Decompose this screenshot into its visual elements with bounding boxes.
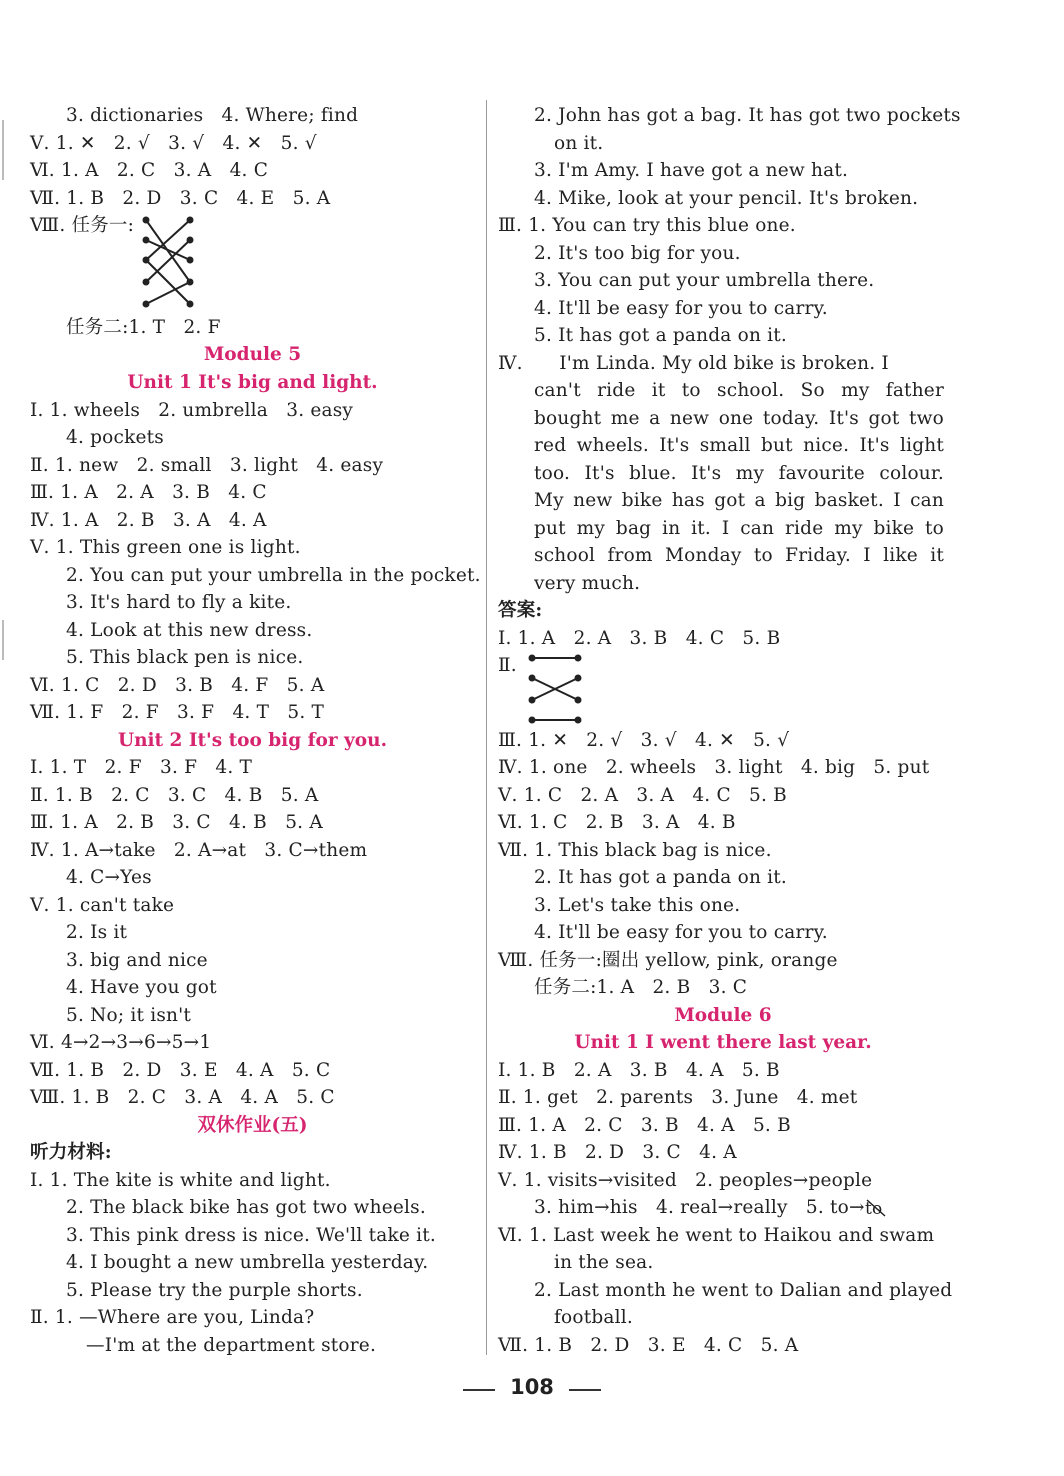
unit-heading: Unit 2 It's too big for you.: [117, 730, 388, 751]
section-heading: 双休作业(五): [197, 1115, 308, 1136]
answer-line: 3. I'm Amy. I have got a new hat.: [534, 160, 849, 181]
answer-line: Ⅳ. 1. A→take 2. A→at 3. C→them: [30, 840, 368, 861]
answer-line: Ⅳ. 1. B 2. D 3. C 4. A: [498, 1142, 737, 1163]
answer-line: Ⅶ. 1. F 2. F 3. F 4. T 5. T: [30, 702, 325, 723]
answer-line: Ⅱ. 1. new 2. small 3. light 4. easy: [30, 455, 384, 476]
answer-line: 2. Last month he went to Dalian and played: [534, 1280, 953, 1301]
answer-line: Ⅱ. 1. B 2. C 3. C 4. B 5. A: [30, 785, 319, 806]
answer-line: Ⅱ.: [498, 655, 517, 676]
answer-line: 4. Mike, look at your pencil. It's broken.: [534, 188, 919, 209]
answer-text: 3. him→his 4. real→really 5. to→: [534, 1197, 865, 1218]
answer-line: Ⅴ. 1. visits→visited 2. peoples→people: [498, 1170, 873, 1191]
passage-line: school from Monday to Friday. I like it: [534, 545, 944, 566]
answer-line: Ⅵ. 4→2→3→6→5→1: [30, 1032, 212, 1053]
answer-line: 3. Let's take this one.: [534, 895, 741, 916]
answer-line: Ⅷ. 任务一:: [30, 215, 135, 236]
answer-line: 4. pockets: [66, 427, 164, 448]
answer-line: Ⅲ. 1. ✕ 2. √ 3. √ 4. ✕ 5. √: [498, 730, 790, 751]
answer-line: —I'm at the department store.: [86, 1335, 377, 1356]
answer-line: 任务二:1. T 2. F: [66, 317, 221, 338]
matching-diagram: [528, 652, 582, 728]
answer-line: 4. C→Yes: [66, 867, 152, 888]
section-label: 答案:: [498, 600, 543, 621]
answer-line: Ⅶ. 1. B 2. D 3. E 4. A 5. C: [30, 1060, 331, 1081]
answer-line: Ⅷ. 任务一:圈出 yellow, pink, orange: [498, 950, 838, 971]
answer-line: 2. John has got a bag. It has got two pockets: [534, 105, 961, 126]
answer-line: 5. This black pen is nice.: [66, 647, 304, 668]
answer-line: 2. Is it: [66, 922, 128, 943]
footer-dash: [463, 1389, 495, 1391]
passage-line: Ⅳ. I'm Linda. My old bike is broken. I: [498, 353, 889, 374]
answer-line: [534, 1194, 887, 1221]
answer-line: Ⅴ. 1. ✕ 2. √ 3. √ 4. ✕ 5. √: [30, 133, 317, 154]
answer-line: Ⅰ. 1. wheels 2. umbrella 3. easy: [30, 400, 354, 421]
page-number: 108: [510, 1375, 554, 1399]
answer-line: Ⅱ. 1. —Where are you, Linda?: [30, 1307, 315, 1328]
answer-line: Ⅲ. 1. A 2. C 3. B 4. A 5. B: [498, 1115, 791, 1136]
answer-line: Ⅶ. 1. This black bag is nice.: [498, 840, 772, 861]
answer-line: 3. big and nice: [66, 950, 208, 971]
answer-line: 4. Have you got: [66, 977, 217, 998]
answer-line: 3. This pink dress is nice. We'll take it.: [66, 1225, 436, 1246]
footer-dash: [569, 1389, 601, 1391]
answer-line: Ⅰ. 1. T 2. F 3. F 4. T: [30, 757, 253, 778]
answer-line: Ⅲ. 1. A 2. B 3. C 4. B 5. A: [30, 812, 323, 833]
answer-line: 3. dictionaries 4. Where; find: [66, 105, 359, 126]
answer-line: Ⅴ. 1. C 2. A 3. A 4. C 5. B: [498, 785, 787, 806]
answer-line: Ⅰ. 1. A 2. A 3. B 4. C 5. B: [498, 628, 781, 649]
module-heading: Module 5: [203, 344, 302, 365]
answer-line: 3. You can put your umbrella there.: [534, 270, 875, 291]
answer-line: 2. It has got a panda on it.: [534, 867, 787, 888]
answer-line: 5. Please try the purple shorts.: [66, 1280, 363, 1301]
answer-line: Ⅲ. 1. You can try this blue one.: [498, 215, 796, 236]
answer-line: Ⅵ. 1. Last week he went to Haikou and swam: [498, 1225, 935, 1246]
passage-line: too. It's blue. It's my favourite colour.: [534, 463, 944, 484]
answer-line: 4. It'll be easy for you to carry.: [534, 922, 828, 943]
passage-line: can't ride it to school. So my father: [534, 380, 944, 401]
passage-line: very much.: [534, 573, 641, 594]
crossed-out-word: [865, 1198, 887, 1218]
answer-line: 5. It has got a panda on it.: [534, 325, 787, 346]
matching-diagram: [138, 212, 198, 312]
answer-line: Ⅱ. 1. get 2. parents 3. June 4. met: [498, 1087, 858, 1108]
section-label: 听力材料:: [30, 1142, 112, 1163]
answer-line: Ⅵ. 1. A 2. C 3. A 4. C: [30, 160, 269, 181]
answer-line: 3. It's hard to fly a kite.: [66, 592, 292, 613]
module-heading: Module 6: [674, 1005, 772, 1026]
answer-line: Ⅳ. 1. one 2. wheels 3. light 4. big 5. put: [498, 757, 930, 778]
answer-line: Ⅶ. 1. B 2. D 3. C 4. E 5. A: [30, 188, 331, 209]
answer-line: 4. It'll be easy for you to carry.: [534, 298, 828, 319]
answer-line: in the sea.: [554, 1252, 654, 1273]
passage-line: red wheels. It's small but nice. It's light: [534, 435, 944, 456]
page-footer: [0, 1375, 1064, 1399]
answer-line: Ⅵ. 1. C 2. D 3. B 4. F 5. A: [30, 675, 325, 696]
answer-line: Ⅵ. 1. C 2. B 3. A 4. B: [498, 812, 736, 833]
answer-line: Ⅷ. 1. B 2. C 3. A 4. A 5. C: [30, 1087, 335, 1108]
binding-edge-mark: [2, 120, 4, 180]
answer-line: Ⅰ. 1. B 2. A 3. B 4. A 5. B: [498, 1060, 780, 1081]
answer-line: Ⅴ. 1. This green one is light.: [30, 537, 301, 558]
answer-line: Ⅰ. 1. The kite is white and light.: [30, 1170, 331, 1191]
unit-heading: Unit 1 I went there last year.: [574, 1032, 872, 1053]
answer-line: 2. It's too big for you.: [534, 243, 741, 264]
answer-line: 2. The black bike has got two wheels.: [66, 1197, 426, 1218]
answer-line: football.: [554, 1307, 633, 1328]
answer-line: 任务二:1. A 2. B 3. C: [534, 977, 748, 998]
answer-line: on it.: [554, 133, 604, 154]
answer-line: Ⅲ. 1. A 2. A 3. B 4. C: [30, 482, 267, 503]
answer-line: 5. No; it isn't: [66, 1005, 192, 1026]
passage-line: bought me a new one today. It's got two: [534, 408, 944, 429]
answer-line: Ⅳ. 1. A 2. B 3. A 4. A: [30, 510, 267, 531]
unit-heading: Unit 1 It's big and light.: [127, 372, 378, 393]
answer-line: 4. Look at this new dress.: [66, 620, 313, 641]
passage-line: put my bag in it. I can ride my bike to: [534, 518, 944, 539]
passage-line: My new bike has got a big basket. I can: [534, 490, 944, 511]
answer-line: 2. You can put your umbrella in the pocket.: [66, 565, 481, 586]
answer-line: 4. I bought a new umbrella yesterday.: [66, 1252, 429, 1273]
binding-edge-mark: [2, 620, 4, 660]
svg-text:to: to: [864, 1199, 883, 1218]
answer-line: Ⅶ. 1. B 2. D 3. E 4. C 5. A: [498, 1335, 799, 1356]
answer-line: Ⅴ. 1. can't take: [30, 895, 175, 916]
column-divider: [486, 100, 487, 1355]
